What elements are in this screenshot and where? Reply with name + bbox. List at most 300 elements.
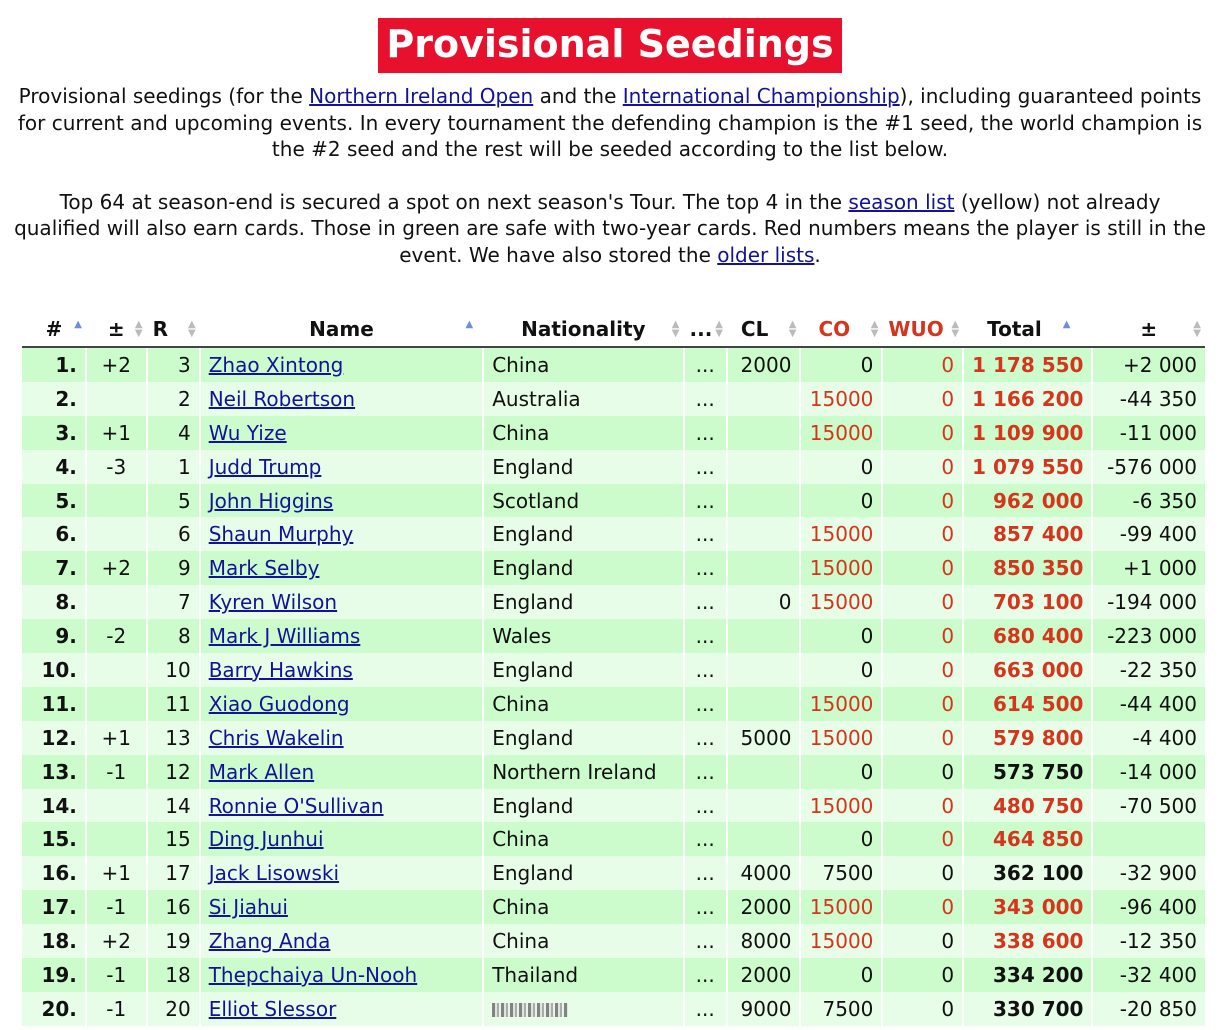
- rank-change-cell: +2: [86, 347, 147, 382]
- table-header-row: [22, 312, 1205, 347]
- more-cell: ...: [684, 416, 727, 450]
- total-change-cell: +1 000: [1092, 551, 1205, 585]
- table-row: [22, 551, 1205, 585]
- col-header-total-change[interactable]: ± ▲ ▼: [1092, 312, 1205, 347]
- rank-cell: 6: [147, 517, 200, 551]
- rank-change-cell: +2: [86, 551, 147, 585]
- cl-points-cell: [727, 822, 801, 856]
- wuo-points-cell: 0: [882, 347, 963, 382]
- more-cell: ...: [684, 619, 727, 653]
- co-points-cell: 7500: [800, 992, 882, 1026]
- total-points-cell: 680 400: [963, 619, 1092, 653]
- total-points-cell: 480 750: [963, 789, 1092, 823]
- nationality-cell: China: [483, 924, 683, 958]
- player-name-cell: [200, 890, 484, 924]
- table-row: [22, 517, 1205, 551]
- rank-cell: 14: [147, 789, 200, 823]
- rank-cell: 11: [147, 687, 200, 721]
- rank-cell: 2: [147, 382, 200, 416]
- cl-points-cell: [727, 687, 801, 721]
- total-change-cell: -11 000: [1092, 416, 1205, 450]
- intro-text: Provisional seedings (for the: [18, 84, 310, 108]
- co-points-cell: 0: [800, 484, 882, 518]
- player-link[interactable]: Kyren Wilson: [208, 590, 338, 615]
- cl-points-cell: 2000: [727, 347, 801, 382]
- more-cell: ...: [684, 653, 727, 687]
- position-cell: 1.: [22, 347, 86, 382]
- total-change-cell: +2 000: [1092, 347, 1205, 382]
- total-change-cell: -70 500: [1092, 789, 1205, 823]
- more-cell: ...: [684, 585, 727, 619]
- position-cell: 12.: [22, 721, 86, 755]
- player-link[interactable]: Barry Hawkins: [208, 657, 353, 682]
- nationality-cell: China: [483, 687, 683, 721]
- player-link[interactable]: Chris Wakelin: [208, 725, 344, 750]
- nationality-cell: Australia: [483, 382, 683, 416]
- rank-change-cell: +2: [86, 924, 147, 958]
- position-cell: 4.: [22, 450, 86, 484]
- rank-cell: 19: [147, 924, 200, 958]
- player-name-cell: [200, 924, 484, 958]
- rank-change-cell: [86, 789, 147, 823]
- table-row: [22, 822, 1205, 856]
- rank-change-cell: -3: [86, 450, 147, 484]
- cl-points-cell: [727, 551, 801, 585]
- more-cell: ...: [684, 856, 727, 890]
- co-points-cell: 0: [800, 958, 882, 992]
- intro-paragraph-2: [14, 189, 1206, 269]
- rank-change-cell: [86, 687, 147, 721]
- player-link[interactable]: Elliot Slessor: [208, 996, 337, 1021]
- cl-points-cell: 5000: [727, 721, 801, 755]
- intro: [14, 83, 1206, 268]
- player-link[interactable]: Thepchaiya Un-Nooh: [208, 962, 418, 987]
- total-change-cell: [1092, 822, 1205, 856]
- wuo-points-cell: 0: [882, 822, 963, 856]
- co-points-cell: 15000: [800, 416, 882, 450]
- nationality-cell: England: [483, 517, 683, 551]
- total-change-cell: -96 400: [1092, 890, 1205, 924]
- player-link[interactable]: Mark Selby: [208, 556, 320, 581]
- cl-points-cell: [727, 450, 801, 484]
- rank-change-cell: [86, 822, 147, 856]
- more-cell: ...: [684, 347, 727, 382]
- co-points-cell: 15000: [800, 890, 882, 924]
- rank-cell: 13: [147, 721, 200, 755]
- wuo-points-cell: 0: [882, 382, 963, 416]
- season-list-link[interactable]: season list: [848, 189, 955, 214]
- total-points-cell: 703 100: [963, 585, 1092, 619]
- player-link[interactable]: Neil Robertson: [208, 386, 356, 411]
- co-points-cell: 7500: [800, 856, 882, 890]
- cl-points-cell: 0: [727, 585, 801, 619]
- total-change-cell: -223 000: [1092, 619, 1205, 653]
- intro-paragraph-1: [14, 83, 1206, 163]
- wuo-points-cell: 0: [882, 992, 963, 1026]
- rank-cell: 16: [147, 890, 200, 924]
- sort-icon: ▲ ▼: [671, 319, 680, 339]
- wuo-points-cell: 0: [882, 755, 963, 789]
- total-points-cell: 338 600: [963, 924, 1092, 958]
- more-cell: ...: [684, 755, 727, 789]
- total-change-cell: -22 350: [1092, 653, 1205, 687]
- total-change-cell: -32 900: [1092, 856, 1205, 890]
- sort-icon: ▲ ▼: [134, 319, 143, 339]
- cl-points-cell: 8000: [727, 924, 801, 958]
- table-row: [22, 721, 1205, 755]
- nationality-cell: Northern Ireland: [483, 755, 683, 789]
- table-row: [22, 484, 1205, 518]
- col-header-cl[interactable]: CL ▲ ▼: [727, 312, 801, 347]
- more-cell: ...: [684, 382, 727, 416]
- total-change-cell: -44 400: [1092, 687, 1205, 721]
- table-row: [22, 347, 1205, 382]
- cl-points-cell: 9000: [727, 992, 801, 1026]
- rank-change-cell: -1: [86, 755, 147, 789]
- player-name-cell: [200, 450, 484, 484]
- wuo-points-cell: 0: [882, 551, 963, 585]
- seedings-table: [22, 312, 1205, 1026]
- player-name-cell: [200, 416, 484, 450]
- title-wrap: [0, 0, 1220, 73]
- total-points-cell: 663 000: [963, 653, 1092, 687]
- co-points-cell: 15000: [800, 789, 882, 823]
- table-row: [22, 755, 1205, 789]
- player-name-cell: [200, 755, 484, 789]
- position-cell: 15.: [22, 822, 86, 856]
- wuo-points-cell: 0: [882, 619, 963, 653]
- table-row: [22, 890, 1205, 924]
- intro-text: .: [814, 242, 821, 267]
- player-link[interactable]: Xiao Guodong: [208, 691, 350, 716]
- position-cell: 9.: [22, 619, 86, 653]
- player-link[interactable]: Zhao Xintong: [208, 352, 344, 377]
- position-cell: 14.: [22, 789, 86, 823]
- col-header-wuo[interactable]: WUO ▲ ▼: [882, 312, 963, 347]
- table-row: [22, 382, 1205, 416]
- total-change-cell: -12 350: [1092, 924, 1205, 958]
- player-link[interactable]: Zhang Anda: [208, 929, 331, 954]
- intro-text: (yellow) not already qualified will also earn cards. Those in green are safe with two-year cards. Red numbers means the player is still in the event. We have also stored the: [14, 189, 1206, 267]
- rank-cell: 1: [147, 450, 200, 484]
- northern-ireland-open-link[interactable]: Northern Ireland Open: [309, 84, 534, 108]
- nationality-cell: Thailand: [483, 958, 683, 992]
- nationality-cell: [483, 992, 683, 1026]
- cl-points-cell: 4000: [727, 856, 801, 890]
- total-change-cell: -576 000: [1092, 450, 1205, 484]
- total-points-cell: 857 400: [963, 517, 1092, 551]
- nationality-cell: China: [483, 416, 683, 450]
- player-link[interactable]: John Higgins: [208, 488, 334, 513]
- player-link[interactable]: Shaun Murphy: [208, 522, 354, 547]
- total-points-cell: 573 750: [963, 755, 1092, 789]
- player-name-cell: [200, 958, 484, 992]
- table-row: [22, 924, 1205, 958]
- rank-change-cell: -1: [86, 958, 147, 992]
- more-cell: ...: [684, 551, 727, 585]
- more-cell: ...: [684, 721, 727, 755]
- rank-cell: 17: [147, 856, 200, 890]
- older-lists-link[interactable]: older lists: [717, 242, 815, 267]
- total-change-cell: -44 350: [1092, 382, 1205, 416]
- wuo-points-cell: 0: [882, 687, 963, 721]
- rank-change-cell: [86, 484, 147, 518]
- col-header-pos[interactable]: # ▲: [22, 312, 86, 347]
- nationality-cell: England: [483, 856, 683, 890]
- total-change-cell: -20 850: [1092, 992, 1205, 1026]
- nationality-cell: China: [483, 822, 683, 856]
- co-points-cell: 0: [800, 755, 882, 789]
- nationality-cell: Wales: [483, 619, 683, 653]
- position-cell: 13.: [22, 755, 86, 789]
- nationality-cell: England: [483, 789, 683, 823]
- sort-icon: ▲ ▼: [951, 319, 960, 339]
- rank-cell: 20: [147, 992, 200, 1026]
- table-row: [22, 992, 1205, 1026]
- table-row: [22, 416, 1205, 450]
- player-link[interactable]: Jack Lisowski: [208, 861, 340, 886]
- more-cell: ...: [684, 687, 727, 721]
- col-header-nationality[interactable]: Nationality ▲ ▼: [483, 312, 683, 347]
- wuo-points-cell: 0: [882, 924, 963, 958]
- table-body: [22, 347, 1205, 1026]
- total-points-cell: 464 850: [963, 822, 1092, 856]
- rank-change-cell: [86, 585, 147, 619]
- cl-points-cell: [727, 619, 801, 653]
- nationality-cell: China: [483, 890, 683, 924]
- cl-points-cell: [727, 517, 801, 551]
- sort-icon: ▲ ▼: [870, 319, 879, 339]
- total-points-cell: 334 200: [963, 958, 1092, 992]
- total-change-cell: -6 350: [1092, 484, 1205, 518]
- sort-icon: ▲: [74, 319, 82, 330]
- co-points-cell: 0: [800, 619, 882, 653]
- total-points-cell: 343 000: [963, 890, 1092, 924]
- table-row: [22, 687, 1205, 721]
- co-points-cell: 0: [800, 822, 882, 856]
- col-header-name[interactable]: Name ▲: [200, 312, 484, 347]
- rank-cell: 9: [147, 551, 200, 585]
- wuo-points-cell: 0: [882, 585, 963, 619]
- player-name-cell: [200, 347, 484, 382]
- player-link[interactable]: Mark Allen: [208, 759, 315, 784]
- sort-icon: ▲ ▼: [715, 319, 723, 339]
- position-cell: 16.: [22, 856, 86, 890]
- rank-change-cell: [86, 382, 147, 416]
- intro-text: and the: [533, 84, 623, 108]
- cl-points-cell: 2000: [727, 890, 801, 924]
- nationality-cell: China: [483, 347, 683, 382]
- sort-icon: ▲: [465, 319, 474, 330]
- total-change-cell: -99 400: [1092, 517, 1205, 551]
- col-header-co[interactable]: CO ▲ ▼: [800, 312, 882, 347]
- wuo-points-cell: 0: [882, 958, 963, 992]
- player-name-cell: [200, 687, 484, 721]
- position-cell: 18.: [22, 924, 86, 958]
- total-points-cell: 362 100: [963, 856, 1092, 890]
- rank-change-cell: -2: [86, 619, 147, 653]
- more-cell: ...: [684, 484, 727, 518]
- position-cell: 7.: [22, 551, 86, 585]
- player-name-cell: [200, 585, 484, 619]
- more-cell: ...: [684, 822, 727, 856]
- total-change-cell: -32 400: [1092, 958, 1205, 992]
- total-points-cell: 579 800: [963, 721, 1092, 755]
- co-points-cell: 15000: [800, 924, 882, 958]
- table-row: [22, 789, 1205, 823]
- table-row: [22, 450, 1205, 484]
- rank-change-cell: +1: [86, 721, 147, 755]
- rank-cell: 7: [147, 585, 200, 619]
- player-name-cell: [200, 382, 484, 416]
- total-change-cell: -194 000: [1092, 585, 1205, 619]
- more-cell: ...: [684, 958, 727, 992]
- nationality-cell: England: [483, 551, 683, 585]
- co-points-cell: 15000: [800, 585, 882, 619]
- sort-icon: ▲ ▼: [1193, 319, 1201, 339]
- player-name-cell: [200, 721, 484, 755]
- nationality-cell: England: [483, 653, 683, 687]
- cl-points-cell: [727, 382, 801, 416]
- co-points-cell: 15000: [800, 687, 882, 721]
- rank-cell: 18: [147, 958, 200, 992]
- sort-icon: ▲: [1062, 319, 1071, 330]
- rank-change-cell: -1: [86, 890, 147, 924]
- table-row: [22, 856, 1205, 890]
- cl-points-cell: 2000: [727, 958, 801, 992]
- player-link[interactable]: Wu Yize: [208, 420, 287, 445]
- player-name-cell: [200, 619, 484, 653]
- co-points-cell: 0: [800, 450, 882, 484]
- total-points-cell: 614 500: [963, 687, 1092, 721]
- player-name-cell: [200, 517, 484, 551]
- total-change-cell: -4 400: [1092, 721, 1205, 755]
- more-cell: ...: [684, 924, 727, 958]
- rank-change-cell: [86, 653, 147, 687]
- rank-change-cell: -1: [86, 992, 147, 1026]
- player-link[interactable]: Mark J Williams: [208, 624, 361, 649]
- player-name-cell: [200, 551, 484, 585]
- position-cell: 19.: [22, 958, 86, 992]
- total-change-cell: -14 000: [1092, 755, 1205, 789]
- player-name-cell: [200, 856, 484, 890]
- total-points-cell: 1 166 200: [963, 382, 1092, 416]
- total-points-cell: 1 109 900: [963, 416, 1092, 450]
- co-points-cell: 0: [800, 347, 882, 382]
- intro-text: Top 64 at season-end is secured a spot on next season's Tour. The top 4 in the: [59, 189, 849, 214]
- total-points-cell: 850 350: [963, 551, 1092, 585]
- player-name-cell: [200, 789, 484, 823]
- wuo-points-cell: 0: [882, 789, 963, 823]
- more-cell: ...: [684, 992, 727, 1026]
- rank-cell: 5: [147, 484, 200, 518]
- wuo-points-cell: 0: [882, 450, 963, 484]
- position-cell: 3.: [22, 416, 86, 450]
- player-name-cell: [200, 822, 484, 856]
- co-points-cell: 15000: [800, 721, 882, 755]
- page-title: Provisional Seedings: [378, 18, 841, 73]
- table-row: [22, 585, 1205, 619]
- nationality-cell: England: [483, 585, 683, 619]
- player-name-cell: [200, 992, 484, 1026]
- rank-cell: 15: [147, 822, 200, 856]
- rank-change-cell: +1: [86, 856, 147, 890]
- player-link[interactable]: Judd Trump: [208, 454, 322, 479]
- position-cell: 20.: [22, 992, 86, 1026]
- col-header-rank[interactable]: R ▲ ▼: [147, 312, 200, 347]
- wuo-points-cell: 0: [882, 890, 963, 924]
- position-cell: 17.: [22, 890, 86, 924]
- player-name-cell: [200, 484, 484, 518]
- rank-cell: 12: [147, 755, 200, 789]
- col-header-change[interactable]: ± ▲ ▼: [86, 312, 147, 347]
- wuo-points-cell: 0: [882, 484, 963, 518]
- position-cell: 6.: [22, 517, 86, 551]
- sort-icon: ▲ ▼: [187, 319, 196, 339]
- rank-cell: 8: [147, 619, 200, 653]
- rank-change-cell: [86, 517, 147, 551]
- table-row: [22, 958, 1205, 992]
- table-row: [22, 653, 1205, 687]
- more-cell: ...: [684, 517, 727, 551]
- cl-points-cell: [727, 416, 801, 450]
- position-cell: 10.: [22, 653, 86, 687]
- nationality-cell: England: [483, 721, 683, 755]
- cl-points-cell: [727, 484, 801, 518]
- international-championship-link[interactable]: International Championship: [622, 84, 900, 108]
- cl-points-cell: [727, 653, 801, 687]
- player-name-cell: [200, 653, 484, 687]
- wuo-points-cell: 0: [882, 721, 963, 755]
- rank-change-cell: +1: [86, 416, 147, 450]
- obscured-nationality: [492, 1003, 568, 1017]
- player-link[interactable]: Ding Junhui: [208, 827, 324, 852]
- more-cell: ...: [684, 890, 727, 924]
- wuo-points-cell: 0: [882, 653, 963, 687]
- col-header-total[interactable]: Total ▲: [963, 312, 1092, 347]
- rank-cell: 10: [147, 653, 200, 687]
- cl-points-cell: [727, 755, 801, 789]
- wuo-points-cell: 0: [882, 856, 963, 890]
- nationality-cell: England: [483, 450, 683, 484]
- more-cell: ...: [684, 789, 727, 823]
- position-cell: 8.: [22, 585, 86, 619]
- cl-points-cell: [727, 789, 801, 823]
- player-link[interactable]: Ronnie O'Sullivan: [208, 793, 384, 818]
- more-cell: ...: [684, 450, 727, 484]
- rank-cell: 3: [147, 347, 200, 382]
- col-header-more[interactable]: ... ▲ ▼: [684, 312, 727, 347]
- co-points-cell: 0: [800, 653, 882, 687]
- position-cell: 11.: [22, 687, 86, 721]
- co-points-cell: 15000: [800, 517, 882, 551]
- co-points-cell: 15000: [800, 551, 882, 585]
- rank-cell: 4: [147, 416, 200, 450]
- total-points-cell: 962 000: [963, 484, 1092, 518]
- wuo-points-cell: 0: [882, 517, 963, 551]
- table-row: [22, 619, 1205, 653]
- position-cell: 2.: [22, 382, 86, 416]
- position-cell: 5.: [22, 484, 86, 518]
- sort-icon: ▲ ▼: [788, 319, 797, 339]
- co-points-cell: 15000: [800, 382, 882, 416]
- intro-text: ), including guaranteed points for current and upcoming events. In every tournament the defending champion is the #1 seed, the world champion is the #2 seed and the rest will be seeded according to the list below.: [17, 84, 1203, 161]
- total-points-cell: 330 700: [963, 992, 1092, 1026]
- total-points-cell: 1 079 550: [963, 450, 1092, 484]
- wuo-points-cell: 0: [882, 416, 963, 450]
- player-link[interactable]: Si Jiahui: [208, 895, 288, 920]
- total-points-cell: 1 178 550: [963, 347, 1092, 382]
